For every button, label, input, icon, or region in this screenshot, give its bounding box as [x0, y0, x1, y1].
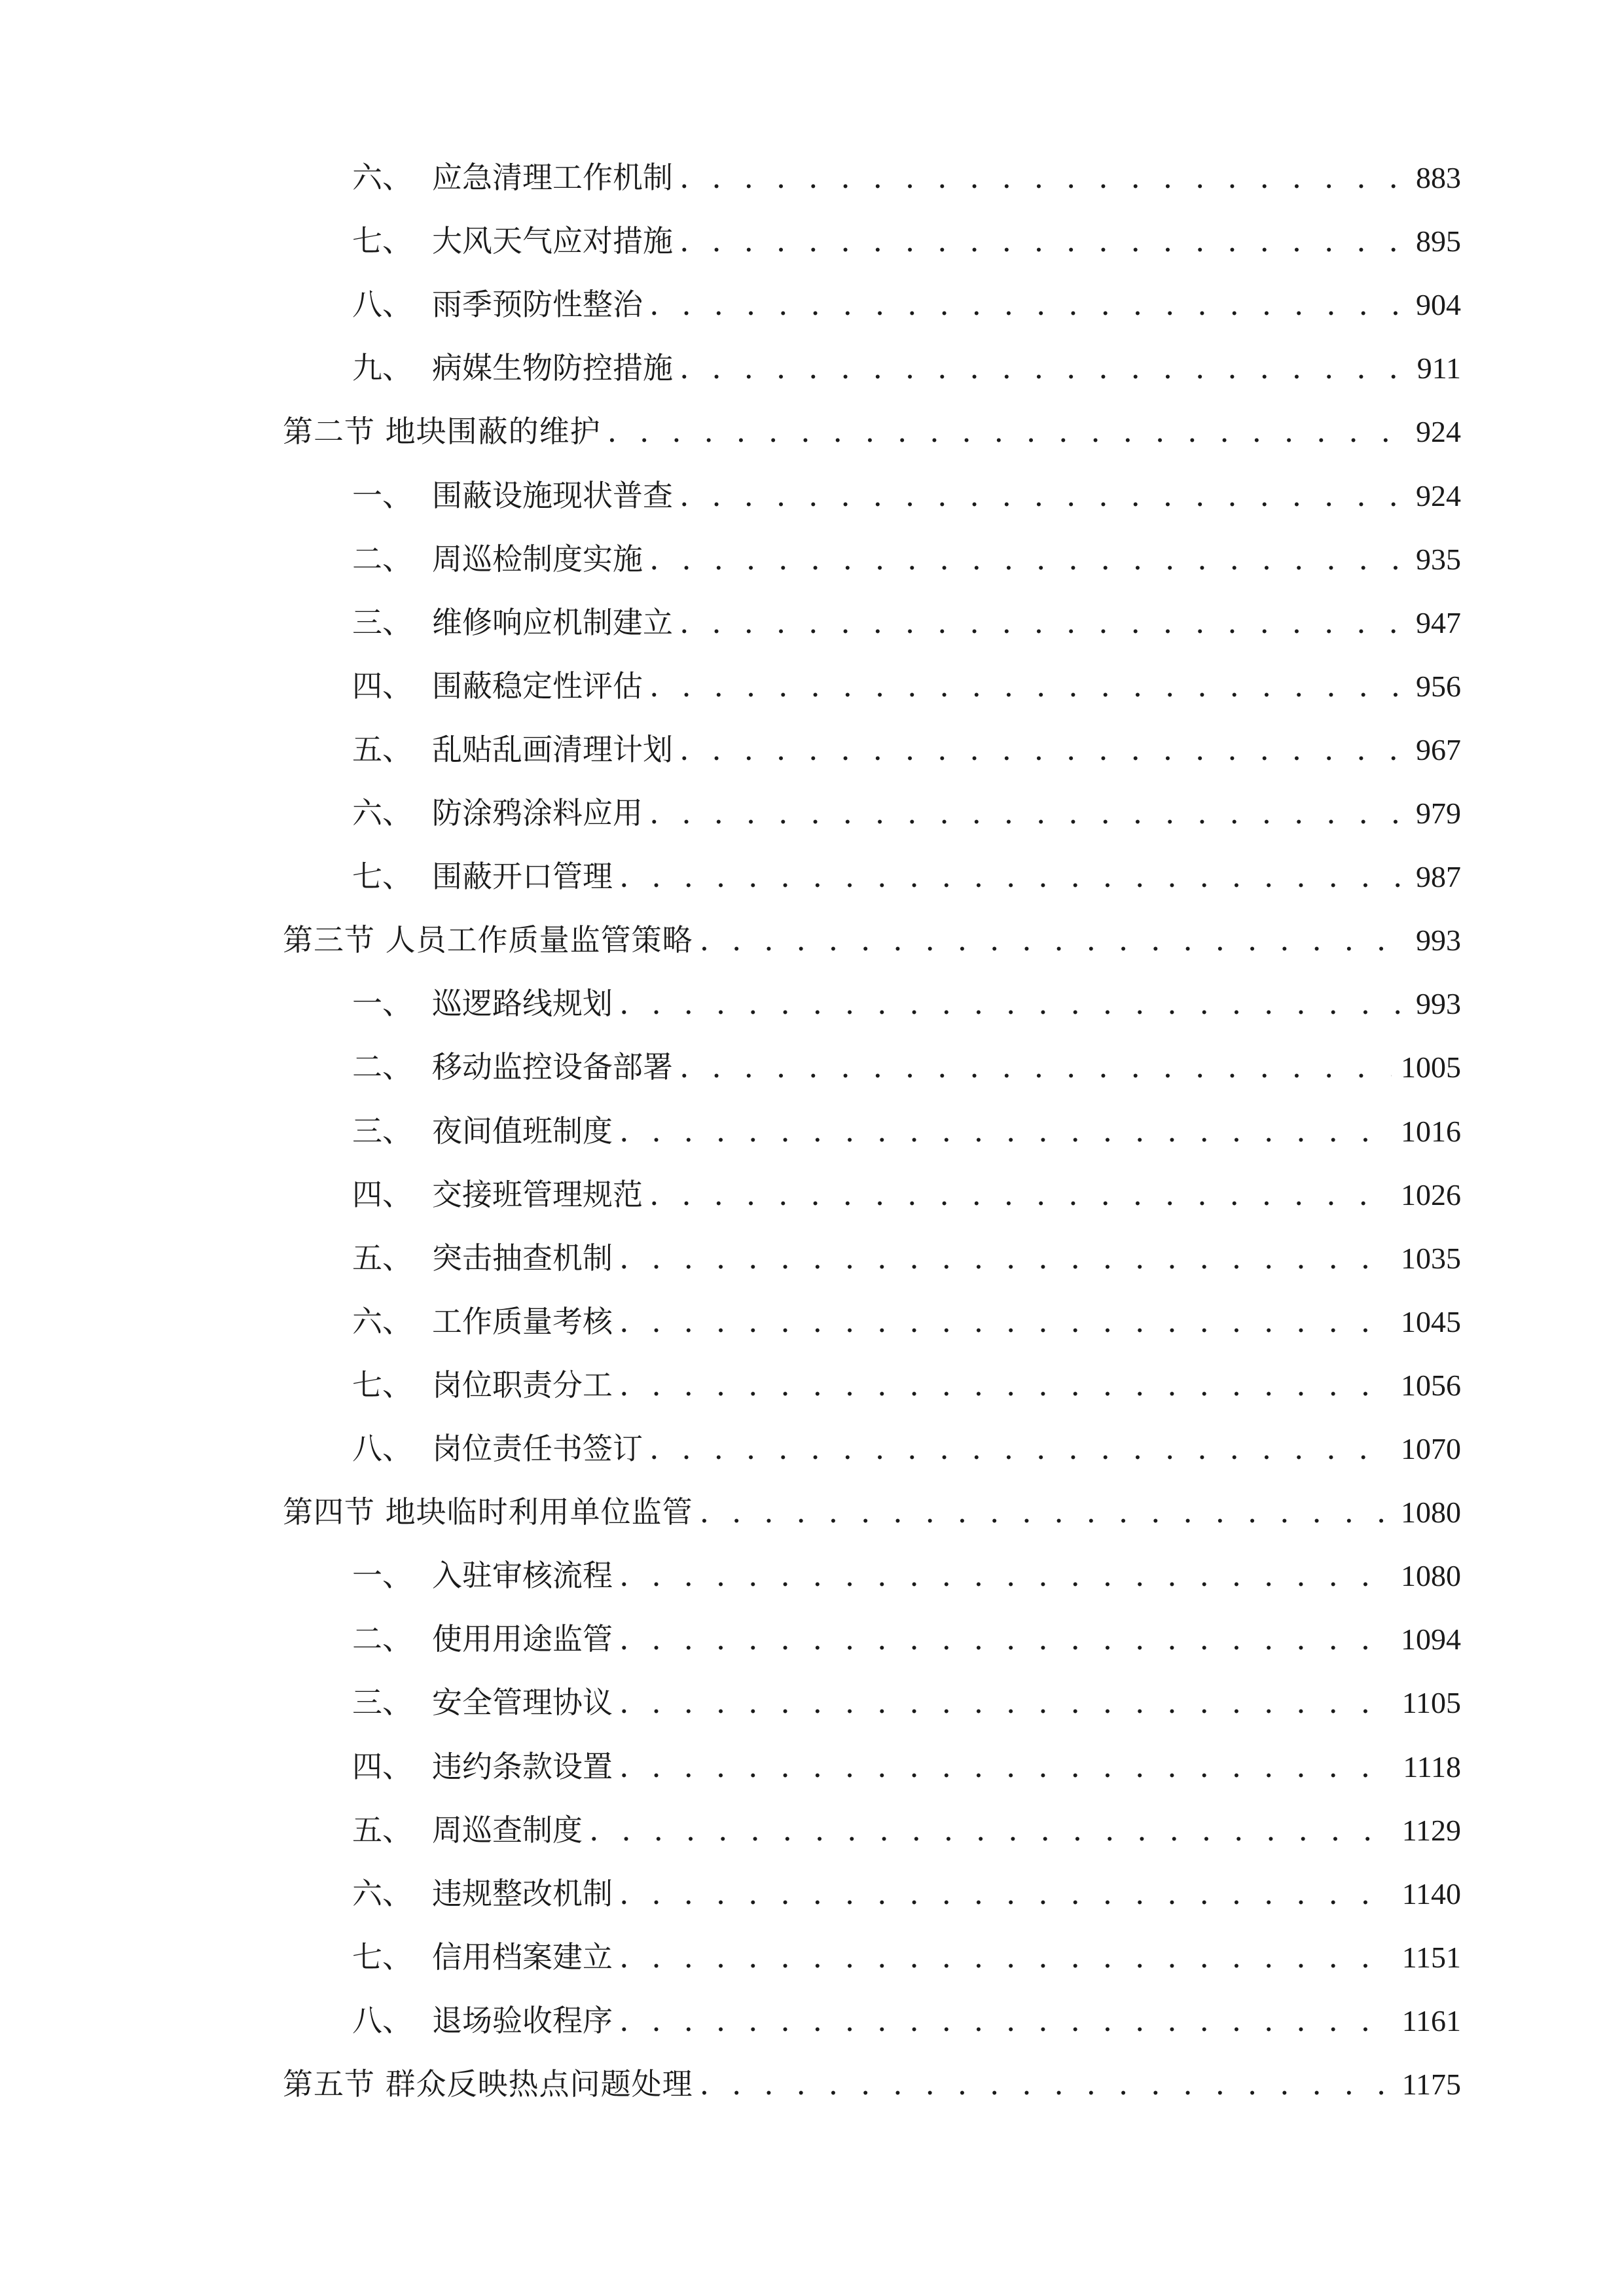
toc-item-entry[interactable]	[352, 158, 1461, 197]
toc-entry-number: 六、	[352, 160, 412, 195]
toc-item-entry[interactable]	[352, 285, 1461, 324]
toc-item-entry[interactable]	[352, 1238, 1461, 1278]
toc-entry-number: 七、	[352, 1367, 412, 1403]
toc-dot-leader	[619, 2001, 1393, 2040]
toc-entry-title: 巡逻路线规划	[432, 986, 613, 1021]
toc-item-entry[interactable]	[352, 1302, 1461, 1341]
toc-dot-leader	[619, 984, 1407, 1023]
toc-item-entry[interactable]	[352, 1365, 1461, 1405]
toc-entry-number: 一、	[352, 986, 412, 1021]
toc-dot-leader	[700, 2064, 1393, 2104]
toc-item-entry[interactable]	[352, 857, 1461, 896]
toc-page-number: 911	[1416, 351, 1461, 385]
toc-item-entry[interactable]	[352, 1747, 1461, 1786]
toc-entry-title: 夜间值班制度	[432, 1113, 613, 1149]
toc-dot-leader	[679, 603, 1407, 642]
toc-page-number: 993	[1416, 987, 1461, 1020]
toc-entry-title: 防涂鸦涂料应用	[432, 795, 643, 831]
toc-entry-title: 围蔽开口管理	[432, 859, 613, 894]
toc-entry-title: 退场验收程序	[432, 2003, 613, 2038]
toc-page-number: 1080	[1401, 1496, 1461, 1529]
toc-entry-number: 二、	[352, 541, 412, 577]
toc-page-number: 1080	[1401, 1559, 1461, 1592]
toc-dot-leader	[619, 1937, 1393, 1977]
toc-entry-number: 六、	[352, 1876, 412, 1911]
toc-dot-leader	[649, 1429, 1392, 1468]
toc-entry-title: 周巡查制度	[432, 1812, 583, 1848]
toc-entry-title: 违约条款设置	[432, 1749, 613, 1784]
toc-item-entry[interactable]	[352, 1683, 1461, 1722]
toc-entry-number: 四、	[352, 1177, 412, 1212]
toc-entry-title: 交接班管理规范	[432, 1177, 643, 1212]
toc-item-entry[interactable]	[352, 476, 1461, 515]
toc-page-number: 1094	[1401, 1623, 1461, 1656]
toc-entry-number: 三、	[352, 1685, 412, 1720]
toc-page-number: 1016	[1401, 1115, 1461, 1148]
toc-page-number: 1070	[1401, 1432, 1461, 1465]
toc-dot-leader	[619, 1619, 1392, 1659]
toc-dot-leader	[589, 1810, 1393, 1850]
toc-entry-title: 大风天气应对措施	[432, 223, 673, 259]
toc-section-entry[interactable]	[283, 412, 1461, 451]
toc-page-number: 947	[1416, 606, 1461, 639]
toc-page-number: 1151	[1401, 1941, 1461, 1974]
toc-page-number: 1140	[1401, 1877, 1461, 1910]
toc-item-entry[interactable]	[352, 1047, 1461, 1086]
toc-dot-leader	[619, 857, 1407, 896]
toc-dot-leader	[619, 1365, 1392, 1405]
toc-page-number: 1175	[1401, 2068, 1461, 2101]
toc-entry-title: 入驻审核流程	[432, 1558, 613, 1593]
toc-item-entry[interactable]	[352, 1556, 1461, 1595]
toc-page-number: 987	[1416, 860, 1461, 893]
toc-item-entry[interactable]	[352, 666, 1461, 706]
toc-dot-leader	[679, 730, 1407, 769]
toc-entry-title: 乱贴乱画清理计划	[432, 732, 673, 767]
toc-entry-title: 岗位职责分工	[432, 1367, 613, 1403]
toc-dot-leader	[700, 920, 1407, 960]
toc-page-number: 924	[1416, 479, 1461, 512]
toc-dot-leader	[607, 412, 1407, 451]
toc-dot-leader	[700, 1492, 1392, 1532]
toc-dot-leader	[679, 1047, 1392, 1086]
toc-item-entry[interactable]	[352, 1111, 1461, 1151]
toc-page-number: 935	[1416, 543, 1461, 576]
toc-item-entry[interactable]	[352, 730, 1461, 769]
toc-item-entry[interactable]	[352, 539, 1461, 579]
toc-entry-number: 三、	[352, 605, 412, 640]
toc-entry-title: 信用档案建立	[432, 1939, 613, 1975]
toc-page-number: 1161	[1401, 2004, 1461, 2037]
toc-dot-leader	[649, 666, 1407, 706]
toc-page-number: 1129	[1401, 1814, 1461, 1847]
toc-entry-number: 七、	[352, 223, 412, 259]
toc-dot-leader	[619, 1683, 1393, 1722]
toc-entry-title: 第二节 地块围蔽的维护	[283, 414, 601, 449]
toc-entry-title: 突击抽查机制	[432, 1240, 613, 1276]
toc-entry-number: 八、	[352, 2003, 412, 2038]
toc-page-number: 956	[1416, 670, 1461, 703]
toc-page-number: 967	[1416, 733, 1461, 766]
toc-page-number: 924	[1416, 415, 1461, 448]
toc-dot-leader	[649, 539, 1407, 579]
toc-entry-number: 一、	[352, 478, 412, 513]
toc-dot-leader	[649, 285, 1407, 324]
toc-entry-title: 病媒生物防控措施	[432, 350, 673, 386]
toc-dot-leader	[679, 221, 1407, 260]
toc-entry-number: 七、	[352, 1939, 412, 1975]
toc-section-entry[interactable]	[283, 920, 1461, 960]
toc-page-number: 895	[1416, 224, 1461, 258]
toc-section-entry[interactable]	[283, 1492, 1461, 1532]
toc-entry-title: 安全管理协议	[432, 1685, 613, 1720]
toc-page-number: 883	[1416, 161, 1461, 194]
toc-entry-title: 围蔽设施现状普查	[432, 478, 673, 513]
toc-entry-title: 移动监控设备部署	[432, 1049, 673, 1085]
toc-entry-title: 第五节 群众反映热点问题处理	[283, 2066, 693, 2102]
toc-entry-title: 应急清理工作机制	[432, 160, 673, 195]
toc-dot-leader	[679, 348, 1408, 387]
toc-entry-number: 六、	[352, 795, 412, 831]
toc-dot-leader	[619, 1747, 1394, 1786]
toc-page-number: 1045	[1401, 1305, 1461, 1338]
toc-entry-number: 八、	[352, 287, 412, 322]
toc-item-entry[interactable]	[352, 1429, 1461, 1468]
toc-dot-leader	[679, 158, 1407, 197]
toc-entry-number: 四、	[352, 1749, 412, 1784]
toc-page-number: 979	[1416, 797, 1461, 830]
toc-item-entry[interactable]	[352, 348, 1461, 387]
toc-item-entry[interactable]	[352, 1810, 1461, 1850]
toc-entry-number: 三、	[352, 1113, 412, 1149]
toc-item-entry[interactable]	[352, 793, 1461, 833]
toc-page-number: 1118	[1403, 1750, 1461, 1784]
toc-dot-leader	[619, 1874, 1393, 1913]
toc-page-number: 1056	[1401, 1369, 1461, 1402]
toc-dot-leader	[649, 793, 1407, 833]
toc-dot-leader	[619, 1111, 1392, 1151]
toc-item-entry[interactable]	[352, 1937, 1461, 1977]
toc-dot-leader	[619, 1238, 1392, 1278]
toc-entry-title: 维修响应机制建立	[432, 605, 673, 640]
toc-entry-number: 五、	[352, 732, 412, 767]
toc-item-entry[interactable]	[352, 1175, 1461, 1214]
toc-entry-number: 一、	[352, 1558, 412, 1593]
toc-dot-leader	[619, 1556, 1392, 1595]
toc-page-number: 1035	[1401, 1242, 1461, 1275]
toc-item-entry[interactable]	[352, 221, 1461, 260]
toc-section-entry[interactable]	[283, 2064, 1461, 2104]
toc-entry-title: 第三节 人员工作质量监管策略	[283, 922, 693, 958]
toc-entry-title: 工作质量考核	[432, 1304, 613, 1339]
toc-dot-leader	[679, 476, 1407, 515]
toc-entry-title: 第四节 地块临时利用单位监管	[283, 1494, 693, 1530]
toc-entry-number: 八、	[352, 1431, 412, 1466]
toc-entry-title: 周巡检制度实施	[432, 541, 643, 577]
toc-page-number: 1005	[1401, 1050, 1461, 1084]
toc-dot-leader	[619, 1302, 1392, 1341]
toc-entry-number: 二、	[352, 1621, 412, 1657]
toc-entry-title: 雨季预防性整治	[432, 287, 643, 322]
toc-item-entry[interactable]	[352, 2001, 1461, 2040]
toc-entry-number: 九、	[352, 350, 412, 386]
toc-entry-number: 五、	[352, 1240, 412, 1276]
toc-page-number: 993	[1416, 924, 1461, 957]
toc-page-number: 1105	[1401, 1686, 1461, 1719]
toc-entry-number: 五、	[352, 1812, 412, 1848]
toc-entry-title: 围蔽稳定性评估	[432, 668, 643, 704]
toc-item-entry[interactable]	[352, 1619, 1461, 1659]
toc-entry-number: 四、	[352, 668, 412, 704]
toc-entry-title: 使用用途监管	[432, 1621, 613, 1657]
toc-entry-title: 违规整改机制	[432, 1876, 613, 1911]
toc-entry-number: 六、	[352, 1304, 412, 1339]
toc-entry-number: 二、	[352, 1049, 412, 1085]
toc-page-number: 1026	[1401, 1178, 1461, 1211]
toc-entry-number: 七、	[352, 859, 412, 894]
toc-entry-title: 岗位责任书签订	[432, 1431, 643, 1466]
toc-dot-leader	[649, 1175, 1392, 1214]
toc-item-entry[interactable]	[352, 1874, 1461, 1913]
toc-item-entry[interactable]	[352, 603, 1461, 642]
toc-item-entry[interactable]	[352, 984, 1461, 1023]
toc-page-number: 904	[1416, 288, 1461, 321]
